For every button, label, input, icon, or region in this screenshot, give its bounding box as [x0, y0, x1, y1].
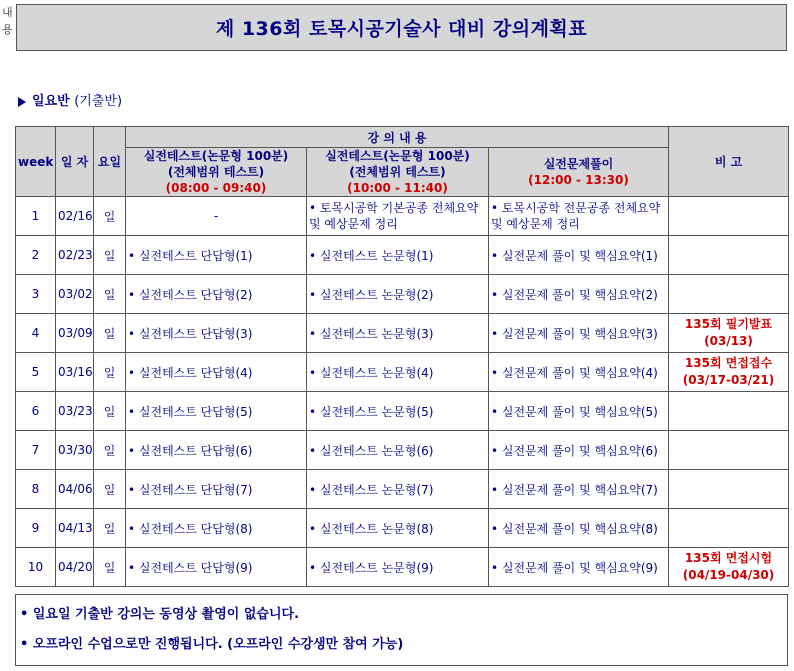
schedule-table: [15, 126, 789, 587]
cell-practice: • 실전문제 풀이 및 핵심요약(1): [489, 236, 669, 275]
cell-week: 6: [16, 392, 56, 431]
header-content: 강 의 내 용: [126, 127, 669, 148]
cell-note: [669, 197, 789, 236]
cell-day: 일: [94, 509, 126, 548]
cell-note: [669, 275, 789, 314]
note-line2: (03/17-03/21): [682, 373, 775, 387]
cell-day: 일: [94, 353, 126, 392]
cell-practice: • 실전문제 풀이 및 핵심요약(9): [489, 548, 669, 587]
header-col1-time: (08:00 - 09:40): [165, 181, 267, 195]
table-row: [16, 275, 789, 314]
table-row: [16, 548, 789, 587]
cell-note: [669, 470, 789, 509]
cell-practice: • 실전문제 풀이 및 핵심요약(7): [489, 470, 669, 509]
table-row: [16, 392, 789, 431]
cell-test1: • 실전테스트 단답형(4): [126, 353, 307, 392]
cell-week: 3: [16, 275, 56, 314]
header-col2-time: (10:00 - 11:40): [347, 181, 448, 195]
footer-notes: [15, 594, 788, 666]
header-col3-time: (12:00 - 13:30): [528, 173, 629, 187]
cell-test2: • 실전테스트 논문형(6): [307, 431, 489, 470]
triangle-right-icon: [18, 97, 26, 107]
cell-week: 2: [16, 236, 56, 275]
table-row: [16, 197, 789, 236]
cell-test1: • 실전테스트 단답형(7): [126, 470, 307, 509]
table-row: [16, 509, 789, 548]
cell-week: 1: [16, 197, 56, 236]
section-label: 일요반: [32, 94, 70, 109]
footer-note-2: • 오프라인 수업으로만 진행됩니다. (오프라인 수강생만 참여 가능): [20, 637, 404, 652]
cell-date: 02/16: [56, 197, 94, 236]
cell-test1: • 실전테스트 단답형(3): [126, 314, 307, 353]
cell-test2: • 실전테스트 논문형(2): [307, 275, 489, 314]
cell-day: 일: [94, 470, 126, 509]
header-col3-line1: 실전문제풀이: [543, 157, 614, 171]
cell-test2: • 실전테스트 논문형(8): [307, 509, 489, 548]
cell-note: [669, 392, 789, 431]
note-line1: 135회 필기발표: [684, 317, 773, 331]
table-row: [16, 314, 789, 353]
cell-practice: • 실전문제 풀이 및 핵심요약(3): [489, 314, 669, 353]
cell-week: 8: [16, 470, 56, 509]
table-row: [16, 353, 789, 392]
cell-week: 10: [16, 548, 56, 587]
header-col2-line2: (전체범위 테스트): [349, 165, 446, 179]
table-row: [16, 236, 789, 275]
cell-day: 일: [94, 275, 126, 314]
cell-date: 03/30: [56, 431, 94, 470]
cell-test2: • 실전테스트 논문형(5): [307, 392, 489, 431]
cell-note: [669, 314, 789, 353]
cell-test2: • 실전테스트 논문형(4): [307, 353, 489, 392]
cell-test2: • 토목시공학 기본공종 전체요약 및 예상문제 정리: [307, 197, 489, 236]
title-banner: [16, 4, 787, 51]
cell-practice: • 실전문제 풀이 및 핵심요약(5): [489, 392, 669, 431]
cell-test2: • 실전테스트 논문형(9): [307, 548, 489, 587]
cell-date: 03/23: [56, 392, 94, 431]
page-title: 제 136회 토목시공기술사 대비 강의계획표: [215, 18, 588, 40]
cell-day: 일: [94, 197, 126, 236]
cell-date: 03/02: [56, 275, 94, 314]
cell-practice: • 실전문제 풀이 및 핵심요약(4): [489, 353, 669, 392]
cell-date: 03/09: [56, 314, 94, 353]
cell-date: 04/13: [56, 509, 94, 548]
cell-test2: • 실전테스트 논문형(3): [307, 314, 489, 353]
cell-note: [669, 353, 789, 392]
header-col1-line1: 실전테스트(논문형 100분): [143, 149, 289, 163]
cell-test1: • 실전테스트 단답형(6): [126, 431, 307, 470]
note-line1: 135회 면접접수: [684, 356, 773, 370]
cell-practice: • 실전문제 풀이 및 핵심요약(2): [489, 275, 669, 314]
header-col2: [307, 148, 489, 197]
header-col2-line1: 실전테스트(논문형 100분): [325, 149, 470, 163]
cell-practice: • 실전문제 풀이 및 핵심요약(8): [489, 509, 669, 548]
cell-week: 9: [16, 509, 56, 548]
cell-test1: • 실전테스트 단답형(5): [126, 392, 307, 431]
cell-note: [669, 236, 789, 275]
table-row: [16, 431, 789, 470]
cell-test2: • 실전테스트 논문형(7): [307, 470, 489, 509]
header-col1: [126, 148, 307, 197]
section-sub: (기출반): [74, 94, 123, 109]
cell-note: [669, 548, 789, 587]
header-col3: [489, 148, 669, 197]
side-label: 내용: [2, 6, 13, 36]
cell-week: 5: [16, 353, 56, 392]
cell-week: 4: [16, 314, 56, 353]
cell-date: 03/16: [56, 353, 94, 392]
header-col1-line2: (전체범위 테스트): [167, 165, 265, 179]
cell-day: 일: [94, 548, 126, 587]
cell-practice: • 토목시공학 전문공종 전체요약 및 예상문제 정리: [489, 197, 669, 236]
cell-test1: • 실전테스트 단답형(1): [126, 236, 307, 275]
cell-day: 일: [94, 431, 126, 470]
note-line2: (03/13): [704, 334, 753, 348]
cell-date: 04/20: [56, 548, 94, 587]
cell-week: 7: [16, 431, 56, 470]
section-heading: [18, 90, 122, 109]
cell-test1: -: [126, 197, 307, 236]
cell-day: 일: [94, 314, 126, 353]
note-line1: 135회 면접시험: [684, 551, 773, 565]
note-line2: (04/19-04/30): [682, 568, 775, 582]
cell-test1: • 실전테스트 단답형(8): [126, 509, 307, 548]
cell-practice: • 실전문제 풀이 및 핵심요약(6): [489, 431, 669, 470]
header-note: 비 고: [669, 127, 789, 197]
cell-test2: • 실전테스트 논문형(1): [307, 236, 489, 275]
cell-test1: • 실전테스트 단답형(2): [126, 275, 307, 314]
header-date: 일 자: [56, 127, 94, 197]
cell-note: [669, 431, 789, 470]
cell-note: [669, 509, 789, 548]
header-week: week: [16, 127, 56, 197]
cell-date: 02/23: [56, 236, 94, 275]
cell-day: 일: [94, 392, 126, 431]
footer-note-1: • 일요일 기출반 강의는 동영상 촬영이 없습니다.: [20, 607, 300, 622]
cell-test1: • 실전테스트 단답형(9): [126, 548, 307, 587]
cell-day: 일: [94, 236, 126, 275]
cell-date: 04/06: [56, 470, 94, 509]
header-day: 요일: [94, 127, 126, 197]
table-row: [16, 470, 789, 509]
